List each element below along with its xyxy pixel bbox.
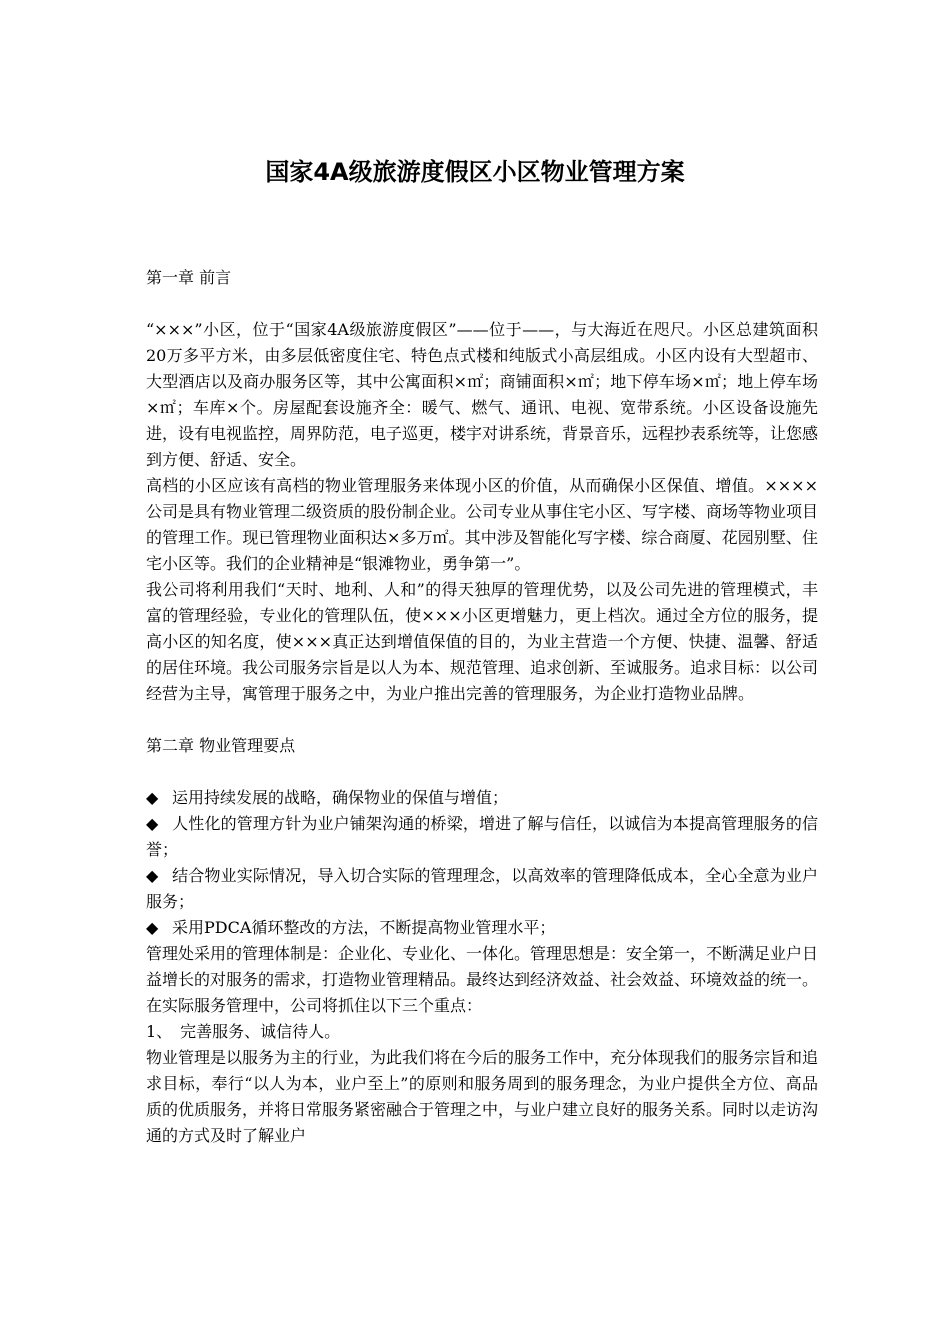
bullet-item — [146, 811, 818, 863]
diamond-bullet-icon: ◆ — [146, 814, 159, 833]
bullet-text: 结合物业实际情况，导入切合实际的管理理念，以高效率的管理降低成本，全心全意为业户服务； — [146, 866, 818, 911]
chapter1-paragraph: “×××”小区，位于“国家4A级旅游度假区”——位于——，与大海近在咫尺。小区总建筑面积20万多平方米，由多层低密度住宅、特色点式楼和纯版式小高层组成。小区内设有大型超市、大型酒店以及商办服务区等，其中公寓面积×㎡；商铺面积×㎡；地下停车场×㎡；地上停车场×㎡；车库×个。房屋配套设施齐全：暖气、燃气、通讯、电视、宽带系统。小区设备设施先进，设有电视监控，周界防范，电子巡更，楼宇对讲系统，背景音乐，远程抄表系统等，让您感到方便、舒适、安全。 — [146, 320, 819, 469]
chapter1-paragraph: 高档的小区应该有高档的物业管理服务来体现小区的价值，从而确保小区保值、增值。××××公司是具有物业管理二级资质的股份制企业。公司专业从事住宅小区、写字楼、商场等物业项目的管理工作。现已管理物业面积达×多万㎡。其中涉及智能化写字楼、综合商厦、花园别墅、住宅小区等。我们的企业精神是“银滩物业，勇争第一”。 — [146, 476, 819, 573]
diamond-bullet-icon: ◆ — [146, 866, 159, 885]
document-body — [146, 265, 818, 1149]
bullet-item — [146, 915, 818, 941]
chapter2-heading: 第二章 物业管理要点 — [146, 736, 296, 755]
spacer — [146, 759, 818, 785]
bullet-item — [146, 785, 818, 811]
bullet-text: 采用PDCA循环整改的方法，不断提高物业管理水平； — [172, 918, 556, 937]
chapter2-paragraph: 管理处采用的管理体制是：企业化、专业化、一体化。管理思想是：安全第一，不断满足业户日益增长的对服务的需求，打造物业管理精品。最终达到经济效益、社会效益、环境效益的统一。 — [146, 944, 819, 989]
chapter2-paragraph: 在实际服务管理中，公司将抓住以下三个重点： — [146, 996, 483, 1015]
bullet-item — [146, 863, 818, 915]
spacer — [146, 707, 818, 733]
numbered-subheading: 1、 完善服务、诚信待人。 — [146, 1022, 341, 1041]
chapter1-heading: 第一章 前言 — [146, 268, 232, 287]
bullet-text: 人性化的管理方针为业户铺架沟通的桥梁，增进了解与信任，以诚信为本提高管理服务的信誉； — [146, 814, 818, 859]
bullet-text: 运用持续发展的战略，确保物业的保值与增值； — [172, 788, 509, 807]
spacer — [146, 291, 818, 317]
chapter2-paragraph: 物业管理是以服务为主的行业，为此我们将在今后的服务工作中，充分体现我们的服务宗旨和追求目标，奉行“以人为本，业户至上”的原则和服务周到的服务理念，为业户提供全方位、高品质的优质服务，并将日常服务紧密融合于管理之中，与业户建立良好的服务关系。同时以走访沟通的方式及时了解业户 — [146, 1048, 819, 1145]
diamond-bullet-icon: ◆ — [146, 788, 159, 807]
document-title: 国家4A级旅游度假区小区物业管理方案 — [265, 158, 685, 186]
chapter1-paragraph: 我公司将利用我们“天时、地利、人和”的得天独厚的管理优势，以及公司先进的管理模式，丰富的管理经验，专业化的管理队伍，使×××小区更增魅力，更上档次。通过全方位的服务，提高小区的知名度，使×××真正达到增值保值的目的，为业主营造一个方便、快捷、温馨、舒适的居住环境。我公司服务宗旨是以人为本、规范管理、追求创新、至诚服务。追求目标：以公司经营为主导，寓管理于服务之中，为业户推出完善的管理服务，为企业打造物业品牌。 — [146, 580, 819, 703]
diamond-bullet-icon: ◆ — [146, 918, 159, 937]
